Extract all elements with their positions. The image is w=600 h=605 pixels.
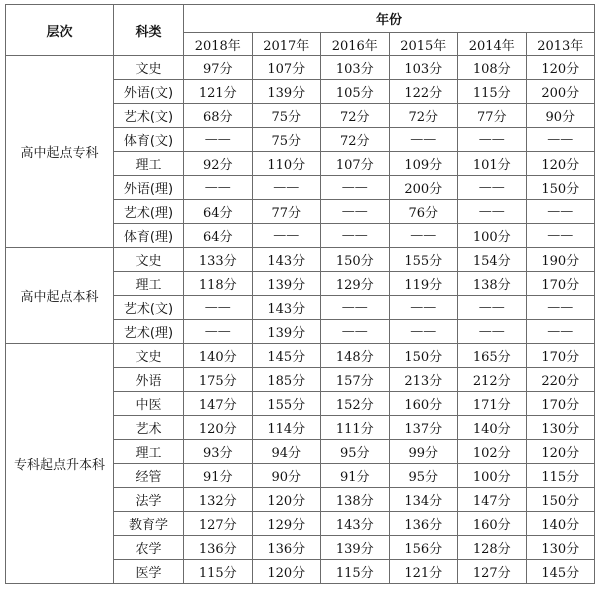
- score-cell: ——: [389, 296, 458, 320]
- score-cell: 139分: [321, 536, 390, 560]
- subject-cell: 理工: [114, 272, 184, 296]
- score-cell: ——: [321, 176, 390, 200]
- score-cell: 76分: [389, 200, 458, 224]
- score-cell: ——: [458, 128, 527, 152]
- subject-cell: 艺术(理): [114, 200, 184, 224]
- score-cell: ——: [321, 296, 390, 320]
- table-row: [6, 248, 595, 272]
- score-cell: 128分: [458, 536, 527, 560]
- score-cell: ——: [458, 296, 527, 320]
- score-cell: 213分: [389, 368, 458, 392]
- year-header-cell: 2015年: [389, 33, 458, 56]
- score-cell: 120分: [184, 416, 253, 440]
- score-cell: ——: [526, 200, 595, 224]
- score-cell: 118分: [184, 272, 253, 296]
- header-subject: 科类: [114, 5, 184, 56]
- score-cell: ——: [184, 296, 253, 320]
- score-cell: 152分: [321, 392, 390, 416]
- score-cell: 150分: [321, 248, 390, 272]
- subject-cell: 外语(理): [114, 176, 184, 200]
- score-cell: 170分: [526, 392, 595, 416]
- score-cell: 64分: [184, 224, 253, 248]
- score-cell: 145分: [526, 560, 595, 584]
- subject-cell: 中医: [114, 392, 184, 416]
- score-cell: 94分: [252, 440, 321, 464]
- table-row: [6, 56, 595, 80]
- score-cell: 100分: [458, 464, 527, 488]
- score-cell: 156分: [389, 536, 458, 560]
- subject-cell: 外语(文): [114, 80, 184, 104]
- score-cell: 154分: [458, 248, 527, 272]
- score-cell: ——: [321, 320, 390, 344]
- subject-cell: 理工: [114, 152, 184, 176]
- score-cell: 138分: [458, 272, 527, 296]
- score-cell: ——: [526, 296, 595, 320]
- score-cell: ——: [184, 320, 253, 344]
- subject-cell: 体育(理): [114, 224, 184, 248]
- score-cell: 115分: [458, 80, 527, 104]
- score-cell: 136分: [389, 512, 458, 536]
- score-cell: 127分: [184, 512, 253, 536]
- score-cell: 107分: [252, 56, 321, 80]
- score-cell: 185分: [252, 368, 321, 392]
- score-cell: 103分: [321, 56, 390, 80]
- subject-cell: 经管: [114, 464, 184, 488]
- score-cell: 90分: [252, 464, 321, 488]
- score-cell: 121分: [389, 560, 458, 584]
- score-cell: 129分: [252, 512, 321, 536]
- score-cell: ——: [526, 128, 595, 152]
- score-cell: 107分: [321, 152, 390, 176]
- score-cell: 136分: [184, 536, 253, 560]
- score-cell: 143分: [252, 248, 321, 272]
- score-cell: 139分: [252, 320, 321, 344]
- score-cell: 145分: [252, 344, 321, 368]
- score-cell: ——: [526, 320, 595, 344]
- score-cell: ——: [458, 320, 527, 344]
- subject-cell: 艺术(文): [114, 104, 184, 128]
- score-cell: 155分: [252, 392, 321, 416]
- score-cell: 160分: [389, 392, 458, 416]
- score-cell: 129分: [321, 272, 390, 296]
- score-cell: ——: [321, 224, 390, 248]
- score-cell: 92分: [184, 152, 253, 176]
- score-cell: 139分: [252, 80, 321, 104]
- score-cell: 102分: [458, 440, 527, 464]
- score-cell: 120分: [526, 56, 595, 80]
- score-cell: 64分: [184, 200, 253, 224]
- score-cell: ——: [526, 224, 595, 248]
- score-cell: 220分: [526, 368, 595, 392]
- score-cell: ——: [389, 320, 458, 344]
- score-cell: ——: [184, 176, 253, 200]
- score-cell: ——: [458, 176, 527, 200]
- score-cell: 105分: [321, 80, 390, 104]
- score-cell: 147分: [184, 392, 253, 416]
- subject-cell: 农学: [114, 536, 184, 560]
- score-cell: 140分: [526, 512, 595, 536]
- score-cell: 95分: [389, 464, 458, 488]
- score-cell: ——: [389, 128, 458, 152]
- score-cell: 120分: [526, 152, 595, 176]
- score-cell: 114分: [252, 416, 321, 440]
- score-cell: ——: [252, 224, 321, 248]
- score-cell: 171分: [458, 392, 527, 416]
- year-header-cell: 2017年: [252, 33, 321, 56]
- score-table-container: [5, 4, 595, 584]
- score-cell: 77分: [252, 200, 321, 224]
- score-cell: 110分: [252, 152, 321, 176]
- subject-cell: 教育学: [114, 512, 184, 536]
- score-cell: 101分: [458, 152, 527, 176]
- score-cell: 157分: [321, 368, 390, 392]
- header-level: 层次: [6, 5, 114, 56]
- table-row: [6, 344, 595, 368]
- score-cell: 111分: [321, 416, 390, 440]
- score-cell: ——: [184, 128, 253, 152]
- admission-score-table: [5, 4, 595, 584]
- score-cell: ——: [458, 200, 527, 224]
- score-cell: 160分: [458, 512, 527, 536]
- score-cell: 155分: [389, 248, 458, 272]
- year-header-cell: 2018年: [184, 33, 253, 56]
- score-cell: 95分: [321, 440, 390, 464]
- score-cell: 150分: [526, 488, 595, 512]
- score-cell: 121分: [184, 80, 253, 104]
- score-cell: 72分: [321, 128, 390, 152]
- score-cell: 190分: [526, 248, 595, 272]
- subject-cell: 艺术(理): [114, 320, 184, 344]
- level-cell: 高中起点本科: [6, 248, 114, 344]
- table-body: [6, 56, 595, 584]
- header-year: 年份: [184, 5, 595, 33]
- score-cell: 150分: [526, 176, 595, 200]
- score-cell: 91分: [184, 464, 253, 488]
- score-cell: 97分: [184, 56, 253, 80]
- subject-cell: 文史: [114, 248, 184, 272]
- score-cell: 100分: [458, 224, 527, 248]
- subject-cell: 理工: [114, 440, 184, 464]
- score-cell: 93分: [184, 440, 253, 464]
- score-cell: 200分: [526, 80, 595, 104]
- score-cell: 147分: [458, 488, 527, 512]
- score-cell: 109分: [389, 152, 458, 176]
- score-cell: 108分: [458, 56, 527, 80]
- score-cell: 140分: [184, 344, 253, 368]
- score-cell: 120分: [252, 488, 321, 512]
- year-header-cell: 2013年: [526, 33, 595, 56]
- score-cell: 200分: [389, 176, 458, 200]
- score-cell: 148分: [321, 344, 390, 368]
- score-cell: 120分: [526, 440, 595, 464]
- score-cell: 150分: [389, 344, 458, 368]
- score-cell: 115分: [526, 464, 595, 488]
- score-cell: 136分: [252, 536, 321, 560]
- score-cell: 212分: [458, 368, 527, 392]
- score-cell: 132分: [184, 488, 253, 512]
- score-cell: 72分: [389, 104, 458, 128]
- level-cell: 专科起点升本科: [6, 344, 114, 584]
- subject-cell: 艺术: [114, 416, 184, 440]
- score-cell: 165分: [458, 344, 527, 368]
- score-cell: 170分: [526, 272, 595, 296]
- subject-cell: 艺术(文): [114, 296, 184, 320]
- score-cell: 170分: [526, 344, 595, 368]
- score-cell: 138分: [321, 488, 390, 512]
- subject-cell: 医学: [114, 560, 184, 584]
- score-cell: 91分: [321, 464, 390, 488]
- level-cell: 高中起点专科: [6, 56, 114, 248]
- score-cell: 139分: [252, 272, 321, 296]
- score-cell: 68分: [184, 104, 253, 128]
- score-cell: 130分: [526, 536, 595, 560]
- subject-cell: 法学: [114, 488, 184, 512]
- score-cell: 99分: [389, 440, 458, 464]
- score-cell: 143分: [252, 296, 321, 320]
- subject-cell: 外语: [114, 368, 184, 392]
- score-cell: 133分: [184, 248, 253, 272]
- score-cell: 137分: [389, 416, 458, 440]
- score-cell: ——: [252, 176, 321, 200]
- score-cell: 103分: [389, 56, 458, 80]
- score-cell: 77分: [458, 104, 527, 128]
- subject-cell: 体育(文): [114, 128, 184, 152]
- score-cell: ——: [389, 224, 458, 248]
- score-cell: 115分: [184, 560, 253, 584]
- score-cell: ——: [321, 200, 390, 224]
- score-cell: 122分: [389, 80, 458, 104]
- score-cell: 75分: [252, 104, 321, 128]
- score-cell: 120分: [252, 560, 321, 584]
- year-header-cell: 2014年: [458, 33, 527, 56]
- score-cell: 90分: [526, 104, 595, 128]
- score-cell: 127分: [458, 560, 527, 584]
- score-cell: 75分: [252, 128, 321, 152]
- score-cell: 130分: [526, 416, 595, 440]
- score-cell: 140分: [458, 416, 527, 440]
- score-cell: 72分: [321, 104, 390, 128]
- score-cell: 143分: [321, 512, 390, 536]
- subject-cell: 文史: [114, 344, 184, 368]
- year-header-cell: 2016年: [321, 33, 390, 56]
- score-cell: 115分: [321, 560, 390, 584]
- score-cell: 119分: [389, 272, 458, 296]
- score-cell: 175分: [184, 368, 253, 392]
- score-cell: 134分: [389, 488, 458, 512]
- subject-cell: 文史: [114, 56, 184, 80]
